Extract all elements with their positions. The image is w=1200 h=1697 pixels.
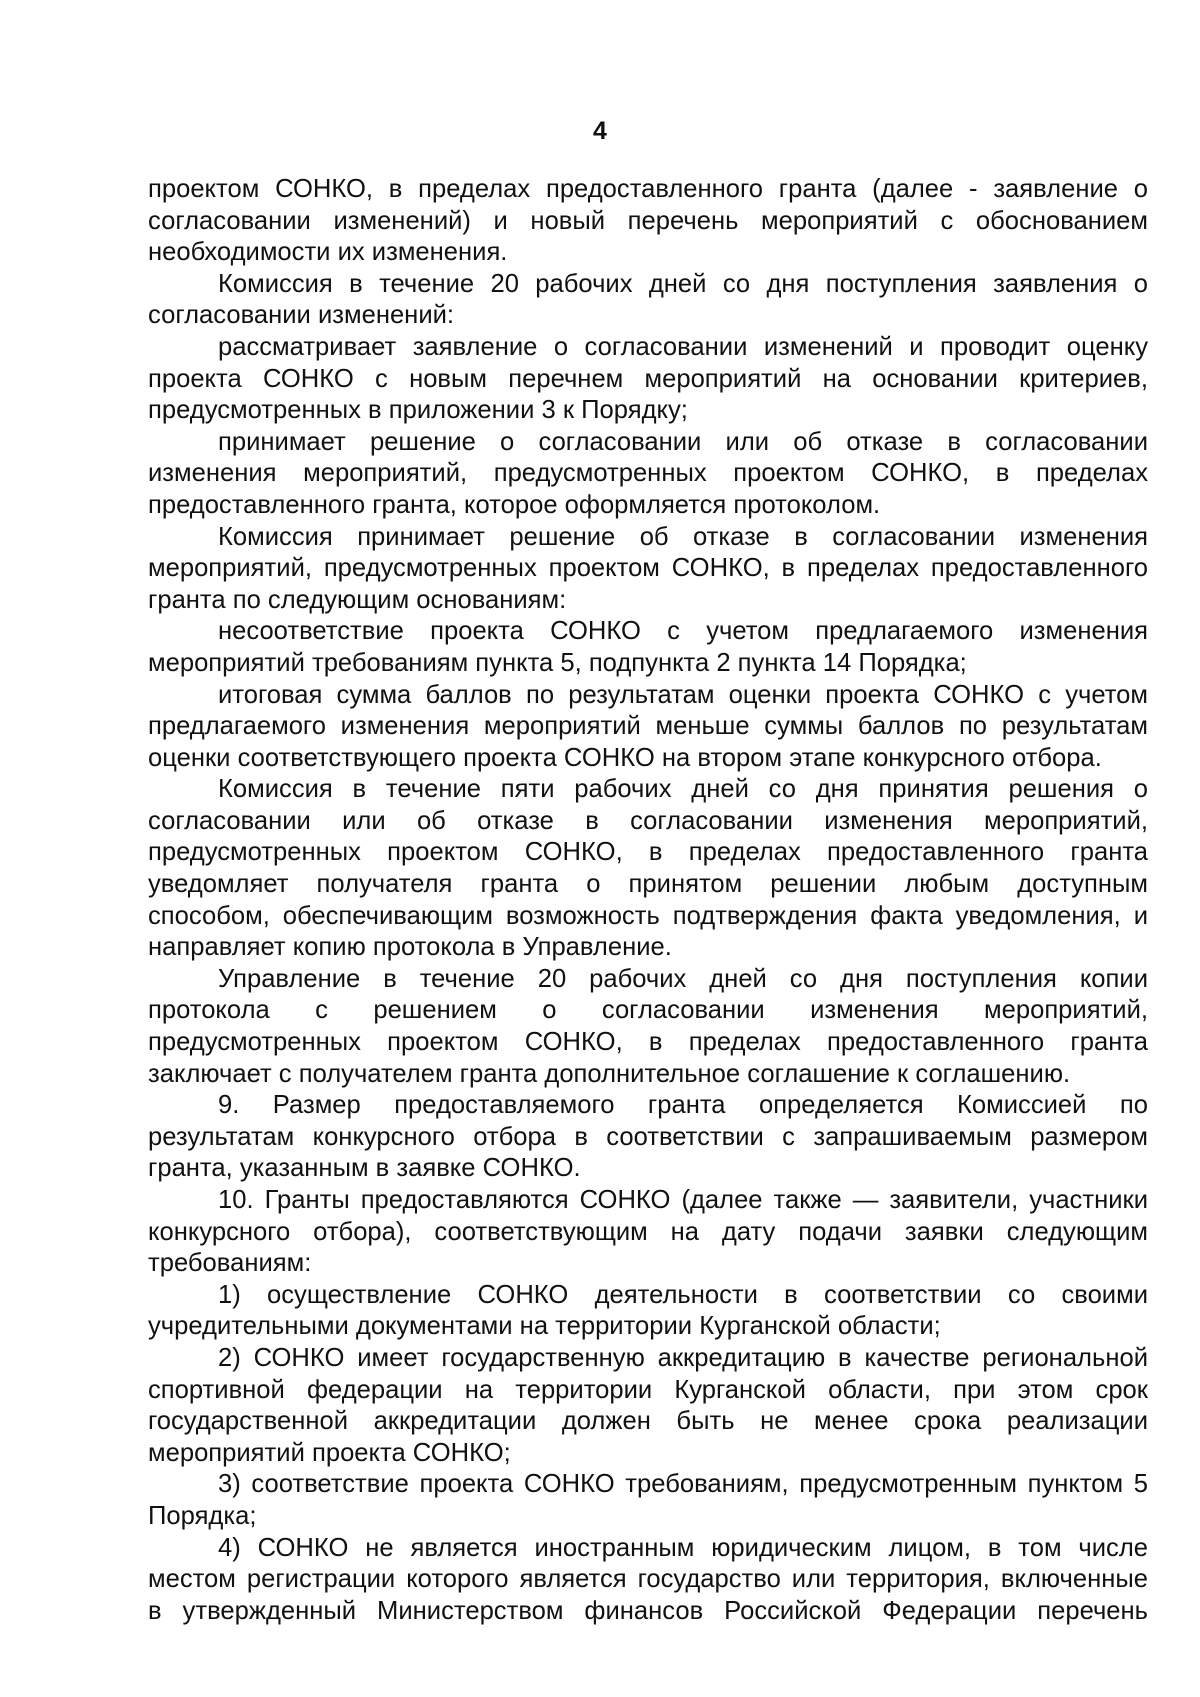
text-line: способом, обеспечивающим возможность подтверждения факта уведомления, и bbox=[148, 901, 1148, 930]
text-line: 4) СОНКО не является иностранным юридическим лицом, в том числе bbox=[218, 1533, 1148, 1562]
text-line: заключает с получателем гранта дополнительное соглашение к соглашению. bbox=[148, 1059, 1071, 1088]
text-line: Управление в течение 20 рабочих дней со дня поступления копии bbox=[218, 964, 1148, 993]
text-line: местом регистрации которого является государство или территория, включенные bbox=[148, 1565, 1148, 1594]
paragraph bbox=[148, 174, 1148, 269]
text-line: итоговая сумма баллов по результатам оценки проекта СОНКО с учетом bbox=[218, 680, 1148, 709]
text-line: несоответствие проекта СОНКО с учетом предлагаемого изменения bbox=[218, 617, 1148, 646]
paragraph bbox=[148, 427, 1148, 522]
paragraph bbox=[148, 616, 1148, 679]
text-line: учредительными документами на территории Курганской области; bbox=[148, 1312, 941, 1341]
paragraph bbox=[148, 774, 1148, 964]
text-line: Порядка; bbox=[148, 1501, 257, 1530]
text-line: Комиссия в течение пяти рабочих дней со дня принятия решения о bbox=[218, 775, 1148, 804]
text-line: мероприятий проекта СОНКО; bbox=[148, 1438, 511, 1467]
paragraph bbox=[148, 522, 1148, 617]
text-line: конкурсного отбора), соответствующим на дату подачи заявки следующим bbox=[148, 1217, 1148, 1246]
paragraph bbox=[148, 964, 1148, 1090]
paragraph bbox=[148, 1469, 1148, 1532]
paragraph bbox=[148, 1185, 1148, 1280]
text-line: Комиссия принимает решение об отказе в согласовании изменения bbox=[218, 522, 1148, 551]
text-line: рассматривает заявление о согласовании изменений и проводит оценку bbox=[218, 332, 1148, 361]
text-line: предоставленного гранта, которое оформляется протоколом. bbox=[148, 490, 881, 519]
text-line: предлагаемого изменения мероприятий меньше суммы баллов по результатам bbox=[148, 712, 1148, 741]
text-line: 9. Размер предоставляемого гранта определяется Комиссией по bbox=[218, 1091, 1148, 1120]
text-line: предусмотренных проектом СОНКО, в пределах предоставленного гранта bbox=[148, 1028, 1148, 1057]
text-line: 1) осуществление СОНКО деятельности в соответствии со своими bbox=[218, 1280, 1148, 1309]
text-line: предусмотренных в приложении 3 к Порядку; bbox=[148, 396, 688, 425]
paragraph bbox=[148, 680, 1148, 775]
text-line: принимает решение о согласовании или об отказе в согласовании bbox=[218, 427, 1148, 456]
text-line: направляет копию протокола в Управление. bbox=[148, 933, 672, 962]
document-body bbox=[148, 174, 1148, 1627]
text-line: 10. Гранты предоставляются СОНКО (далее также — заявители, участники bbox=[218, 1186, 1148, 1214]
text-line: необходимости их изменения. bbox=[148, 238, 508, 267]
text-line: 2) СОНКО имеет государственную аккредитацию в качестве региональной bbox=[218, 1343, 1148, 1372]
text-line: государственной аккредитации должен быть не менее срока реализации bbox=[148, 1407, 1148, 1436]
text-line: Комиссия в течение 20 рабочих дней со дня поступления заявления о bbox=[218, 269, 1148, 298]
text-line: изменения мероприятий, предусмотренных проектом СОНКО, в пределах bbox=[148, 459, 1148, 488]
paragraph bbox=[148, 1343, 1148, 1469]
text-line: согласовании изменений) и новый перечень мероприятий с обоснованием bbox=[148, 206, 1148, 235]
text-line: мероприятий требованиям пункта 5, подпункта 2 пункта 14 Порядка; bbox=[148, 648, 967, 677]
text-line: согласовании изменений: bbox=[148, 301, 455, 330]
text-line: в утвержденный Министерством финансов Российской Федерации перечень bbox=[148, 1596, 1148, 1625]
text-line: проектом СОНКО, в пределах предоставленного гранта (далее - заявление о bbox=[148, 175, 1148, 203]
text-line: гранта, указанным в заявке СОНКО. bbox=[148, 1154, 581, 1183]
text-line: предусмотренных проектом СОНКО, в пределах предоставленного гранта bbox=[148, 838, 1148, 867]
page-number: 4 bbox=[593, 117, 607, 145]
text-line: согласовании или об отказе в согласовании изменения мероприятий, bbox=[148, 806, 1148, 835]
text-line: мероприятий, предусмотренных проектом СОНКО, в пределах предоставленного bbox=[148, 554, 1148, 583]
paragraph bbox=[148, 1090, 1148, 1185]
text-line: 3) соответствие проекта СОНКО требованиям, предусмотренным пунктом 5 bbox=[218, 1470, 1148, 1499]
text-line: оценки соответствующего проекта СОНКО на втором этапе конкурсного отбора. bbox=[148, 743, 1102, 772]
text-line: гранта по следующим основаниям: bbox=[148, 585, 567, 614]
paragraph bbox=[148, 332, 1148, 427]
text-line: результатам конкурсного отбора в соответствии с запрашиваемым размером bbox=[148, 1122, 1148, 1151]
text-line: спортивной федерации на территории Курганской области, при этом срок bbox=[148, 1375, 1148, 1404]
text-line: проекта СОНКО с новым перечнем мероприятий на основании критериев, bbox=[148, 364, 1148, 393]
text-line: требованиям: bbox=[148, 1249, 312, 1278]
paragraph bbox=[148, 1280, 1148, 1343]
paragraph bbox=[148, 269, 1148, 332]
paragraph bbox=[148, 1533, 1148, 1628]
text-line: уведомляет получателя гранта о принятом решении любым доступным bbox=[148, 870, 1148, 899]
text-line: протокола с решением о согласовании изменения мероприятий, bbox=[148, 996, 1148, 1025]
